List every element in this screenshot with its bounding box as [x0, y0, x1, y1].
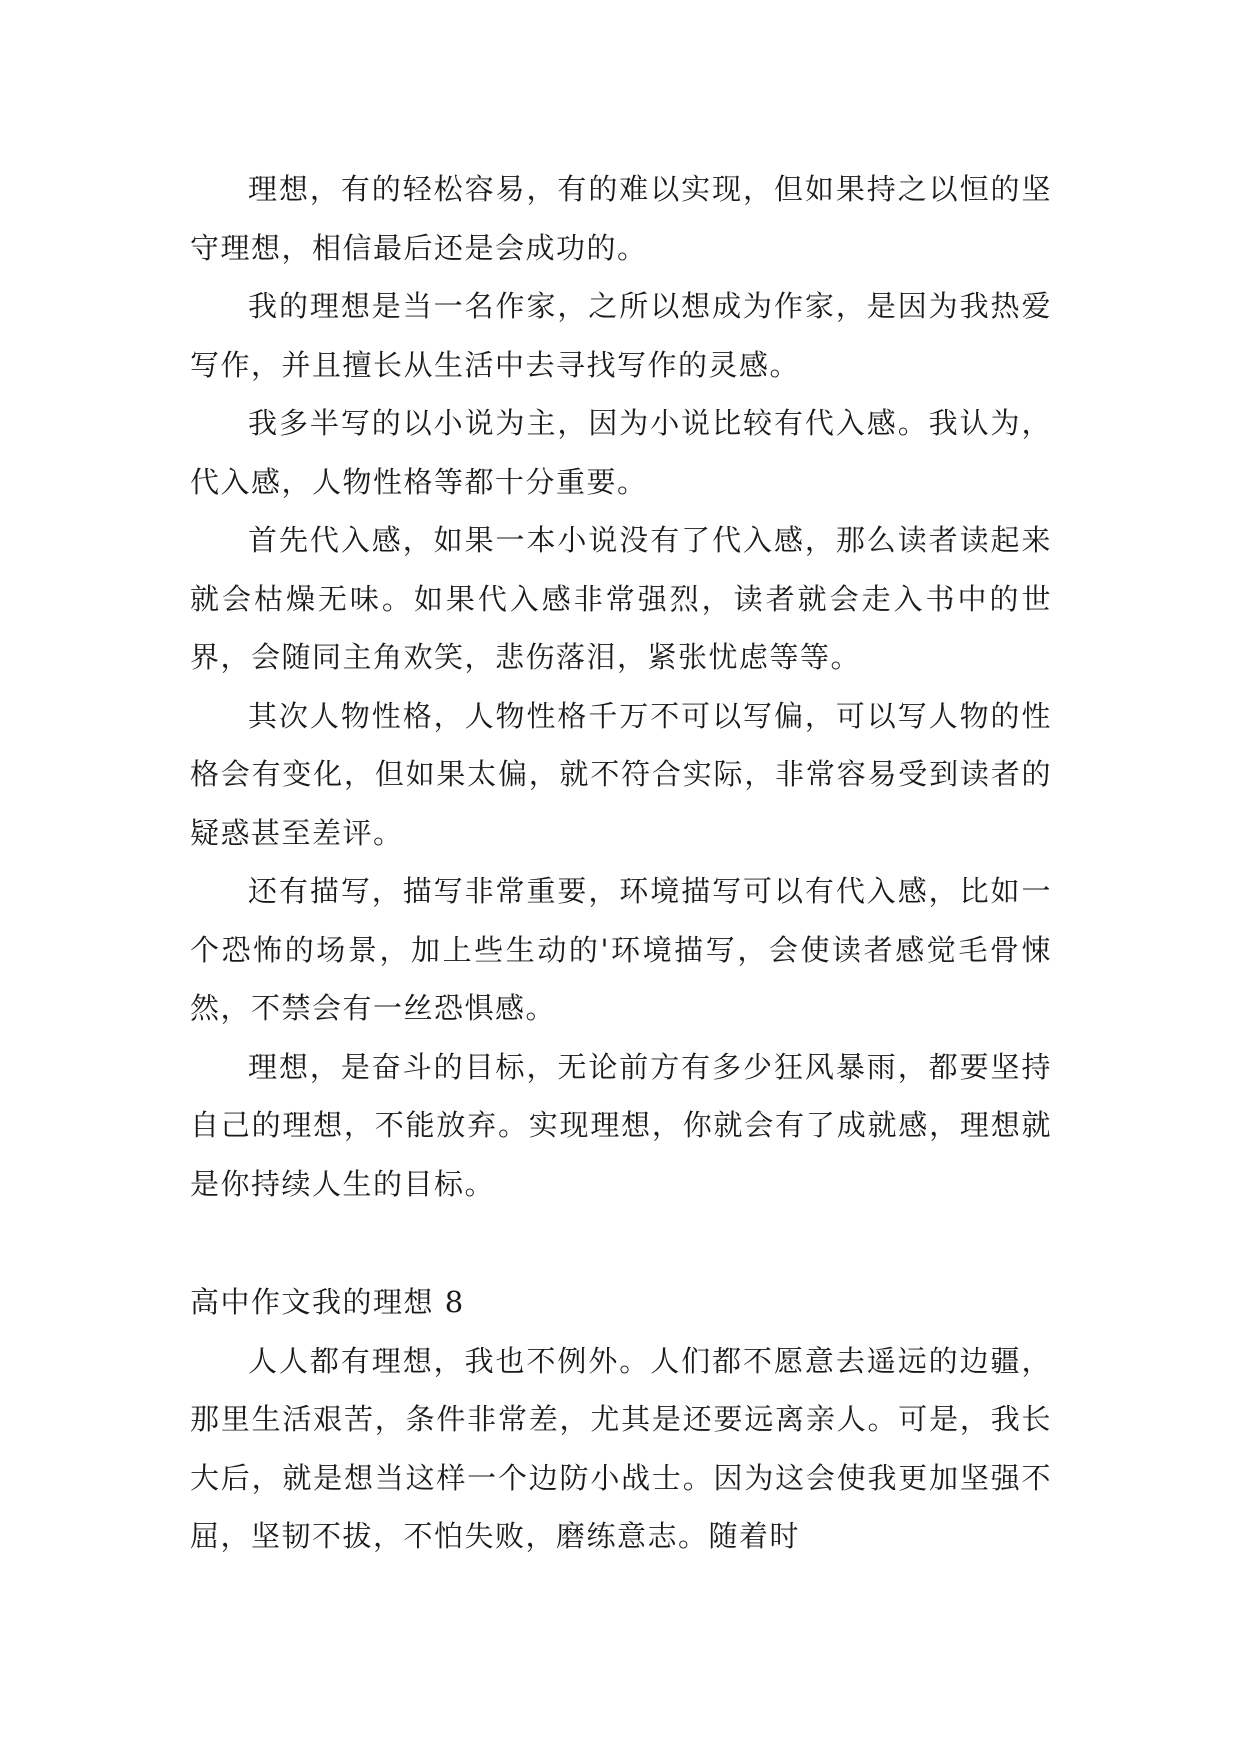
paragraph: 我的理想是当一名作家，之所以想成为作家，是因为我热爱写作，并且擅长从生活中去寻找写作的灵感。	[190, 289, 1052, 382]
paragraph: 我多半写的以小说为主，因为小说比较有代入感。我认为，代入感，人物性格等都十分重要。	[190, 406, 1052, 499]
section-heading: 高中作文我的理想 8	[190, 1285, 465, 1319]
paragraph: 其次人物性格，人物性格千万不可以写偏，可以写人物的性格会有变化，但如果太偏，就不符合实际，非常容易受到读者的疑惑甚至差评。	[190, 698, 1052, 850]
document-body	[190, 160, 1052, 1566]
paragraph: 还有描写，描写非常重要，环境描写可以有代入感，比如一个恐怖的场景，加上些生动的'环境描写，会使读者感觉毛骨悚然，不禁会有一丝恐惧感。	[190, 874, 1052, 1025]
paragraph: 人人都有理想，我也不例外。人们都不愿意去遥远的边疆，那里生活艰苦，条件非常差，尤其是还要远离亲人。可是，我长大后，就是想当这样一个边防小战士。因为这会使我更加坚强不屈，坚韧不拔，不怕失败，磨练意志。随着时	[190, 1343, 1052, 1553]
paragraph: 首先代入感，如果一本小说没有了代入感，那么读者读起来就会枯燥无味。如果代入感非常强烈，读者就会走入书中的世界，会随同主角欢笑，悲伤落泪，紧张忧虑等等。	[190, 523, 1052, 674]
section-spacer	[190, 1213, 1052, 1273]
paragraph: 理想，有的轻松容易，有的难以实现，但如果持之以恒的坚守理想，相信最后还是会成功的。	[190, 172, 1052, 265]
paragraph: 理想，是奋斗的目标，无论前方有多少狂风暴雨，都要坚持自己的理想，不能放弃。实现理想，你就会有了成就感，理想就是你持续人生的目标。	[190, 1049, 1052, 1201]
